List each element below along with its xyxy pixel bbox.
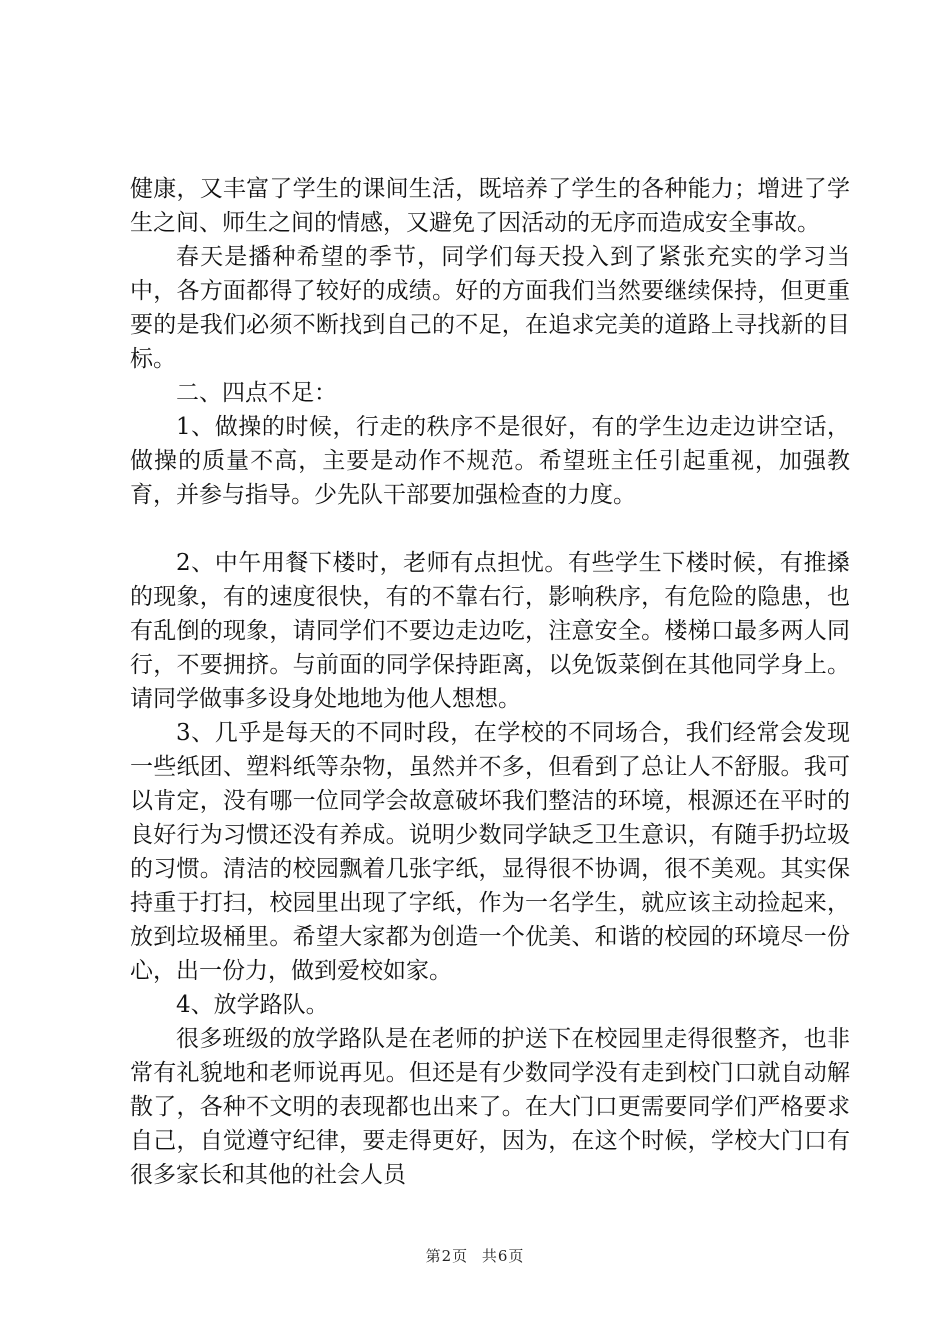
total-pages: 共6页 <box>481 1247 525 1265</box>
paragraph-point-3: 3、几乎是每天的不同时段，在学校的不同场合，我们经常会发现一些纸团、塑料纸等杂物，虽然并不多，但看到了总让人不舒服。我可以肯定，没有哪一位同学会故意破坏我们整洁的环境，根源还在平时的良好行为习惯还没有养成。说明少数同学缺乏卫生意识，有随手扔垃圾的习惯。清洁的校园飘着几张字纸，显得很不协调，很不美观。其实保持重于打扫，校园里出现了字纸，作为一名学生，就应该主动捡起来，放到垃圾桶里。希望大家都为创造一个优美、和谐的校园的环境尽一份心，出一份力，做到爱校如家。 <box>130 720 850 984</box>
paragraph-point-4-heading: 4、放学路队。 <box>176 992 329 1018</box>
section-heading-shortcomings: 二、四点不足： <box>176 380 337 406</box>
page-footer <box>0 1245 950 1266</box>
document-body <box>130 172 850 1192</box>
paragraph-spring: 春天是播种希望的季节，同学们每天投入到了紧张充实的学习当中，各方面都得了较好的成绩。好的方面我们当然要继续保持，但更重要的是我们必须不断找到自己的不足，在追求完美的道路上寻找新的目标。 <box>130 244 850 372</box>
paragraph-point-4-body: 很多班级的放学路队是在老师的护送下在校园里走得很整齐，也非常有礼貌地和老师说再见。但还是有少数同学没有走到校门口就自动解散了，各种不文明的表现都也出来了。在大门口更需要同学们严格要求自己，自觉遵守纪律，要走得更好，因为，在这个时候，学校大门口有很多家长和其他的社会人员 <box>130 1026 850 1188</box>
paragraph-point-2: 2、中午用餐下楼时，老师有点担忧。有些学生下楼时候，有推搡的现象，有的速度很快，有的不靠右行，影响秩序，有危险的隐患，也有乱倒的现象，请同学们不要边走边吃，注意安全。楼梯口最多两人同行，不要拥挤。与前面的同学保持距离，以免饭菜倒在其他同学身上。请同学做事多设身处地地为他人想想。 <box>130 550 850 712</box>
page-number: 第2页 <box>425 1247 469 1265</box>
paragraph-continuation: 健康，又丰富了学生的课间生活，既培养了学生的各种能力；增进了学生之间、师生之间的情感，又避免了因活动的无序而造成安全事故。 <box>130 176 850 236</box>
paragraph-gap <box>130 512 850 546</box>
paragraph-point-1: 1、做操的时候，行走的秩序不是很好，有的学生边走边讲空话，做操的质量不高，主要是动作不规范。希望班主任引起重视，加强教育，并参与指导。少先队干部要加强检查的力度。 <box>130 414 850 508</box>
